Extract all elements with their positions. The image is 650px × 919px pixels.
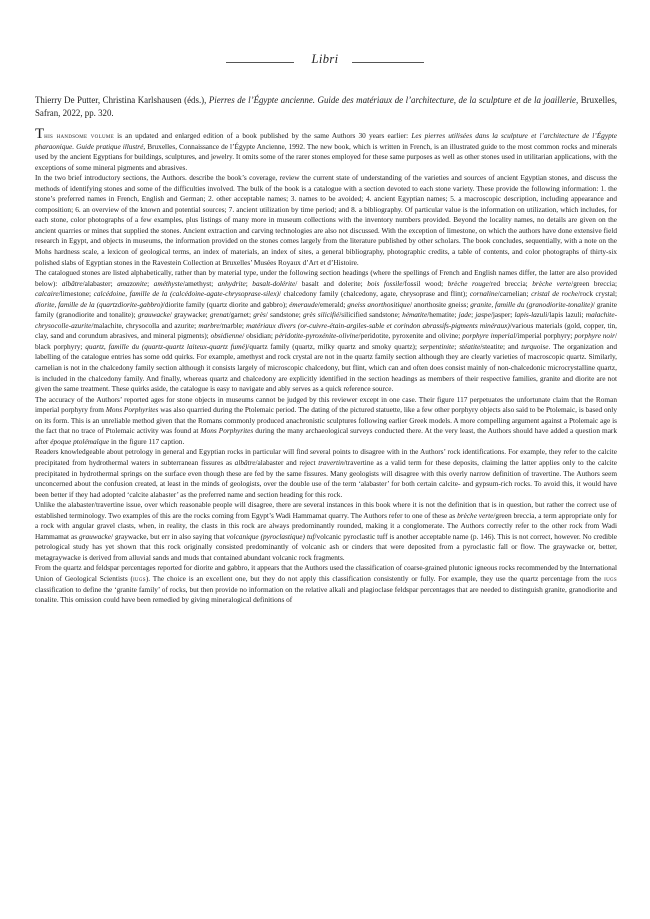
text: /lapis lazuli; <box>547 310 586 320</box>
drop-cap: T <box>35 126 45 142</box>
italic-text: travertin <box>318 457 344 467</box>
text: was also quarried during the Ptolemaic period. The dating of the pictured statuette, like a few other porphyry objects also said to be Ptolemaic, is based only on its form. This is an unreliable method given that the Romans commonly produced anachronistic sculptures following earlier Greek models. A more compelling argument against a Ptolemaic age is the fact that no trace of Ptolemaic activity was found at <box>35 405 617 436</box>
italic-text: grenat <box>209 310 229 320</box>
italic-text: porphyre noir <box>574 331 615 341</box>
text: ; <box>147 278 154 288</box>
italic-text: basalt-dolérite <box>252 278 296 288</box>
italic-text: malachite-chrysocolle-azurite <box>35 310 618 330</box>
header-rule-right <box>352 62 424 63</box>
citation-title: Pierres de l’Égypte ancienne. Guide des matériaux de l’architecture, de la sculpture et de la joaillerie, <box>208 95 579 105</box>
text: / basalt and dolerite; <box>295 278 368 288</box>
italic-text: serpentinite <box>419 341 455 351</box>
text: is an updated and enlarged edition of a book published by the same Authors 30 years earlier: <box>113 131 412 140</box>
text: /diorite family (quartz diorite and gabbro); <box>162 299 290 309</box>
text: /marble; <box>219 320 247 330</box>
book-citation <box>35 94 617 121</box>
text: ; <box>454 341 460 351</box>
paragraph-6 <box>35 500 617 563</box>
text: / chalcedony family (chalcedony, agate, chrysoprase and flint); <box>279 289 470 299</box>
text: The accuracy of the Authors’ reported ages for stone objects in museums cannot be judged by this reviewer except in one case. Their figure 117 perpetuates the unfortunate claim that the Roman imperial porphyry from <box>35 394 617 415</box>
italic-text: gneiss anorthositique <box>347 299 410 309</box>
text: /hematite; <box>427 310 459 320</box>
text: /green breccia, a term appropriate only for a rock with angular gravel clasts, when, in reality, the clasts in this rock are always predominantly rounded, making it a conglomerate. The Authors correctly refer to the other rock from Wadi Hammamat as <box>35 510 617 541</box>
text: / graywacke; <box>169 310 210 320</box>
italic-text: Mons Porphyrites <box>200 426 254 436</box>
text: ; <box>245 278 253 288</box>
italic-text: volcanique (pyroclastique) tuf <box>226 531 315 541</box>
italic-text: grès <box>253 310 266 320</box>
text: , Bruxelles, Connaissance de l’Égypte Ancienne, 1992. The new book, which is written in French, is an illustrated guide to the most common rocks and minerals used by the ancient Egyptians for buildings, sculptures, and jewelry. It omits some of the rarer stones employed for these same purposes as well as other stones used in utilitarian applications, with the exceptions of some mineral pigments and abrasives. <box>35 141 618 172</box>
text: From the quartz and feldspar percentages reported for diorite and gabbro, it appears that the Authors used the classification of coarse-grained plutonic igneous rocks recommended by the International Union of Geological Scientists ( <box>35 563 617 583</box>
italic-text: albâtre <box>61 278 83 288</box>
text: Unlike the alabaster/travertine issue, over which reasonable people will disagree, there are several instances in this book where it is not the definition that is in question, but rather the correct use of established terminology. Two examples of this are the rocks coming from Egypt’s Wadi Hammamat quarry. The Authors refer to one of these as <box>35 500 617 520</box>
italic-text: calcédoine, famille de la (calcédoine-agate-chrysoprase-silex) <box>93 289 279 299</box>
text: /jasper; <box>490 310 515 320</box>
italic-text: grauwacke <box>78 531 111 541</box>
lead-in: his handsome volume <box>44 131 114 140</box>
paragraph-5 <box>35 447 617 500</box>
text: classification to define the ‘granite family’ of rocks, but then provide no information on the relative alkali and plagioclase feldspar percentages that are needed to distinguish granite, granodiorite and tonalite. This omission could have been remedied by giving mineralogical definitions of <box>35 584 617 605</box>
text: /imperial porphyry; <box>515 331 575 341</box>
italic-text: émeraude <box>289 299 318 309</box>
section-title: Libri <box>311 52 339 66</box>
italic-text: turquoise <box>521 341 549 351</box>
text: /carnelian; <box>497 289 532 299</box>
italic-text: bois fossile <box>367 278 403 288</box>
citation-authors: Thierry De Putter, Christina Karlshausen (éds.), <box>35 95 207 105</box>
italic-text: lapis-lazuli <box>514 310 548 320</box>
page-header <box>0 52 650 72</box>
text: / granite family (granodiorite and tonalite); <box>35 299 617 320</box>
text: / black porphyry; <box>35 331 617 351</box>
italic-text: calcaire <box>35 289 59 299</box>
italic-text: brèche verte <box>457 510 494 520</box>
text: /garnet; <box>228 310 254 320</box>
italic-text: amazonite <box>117 278 148 288</box>
text: /fossil wood; <box>402 278 448 288</box>
italic-text: albâtre <box>234 457 256 467</box>
text: ; <box>471 310 476 320</box>
text: / obsidian; <box>242 331 275 341</box>
italic-text: brèche rouge <box>447 278 489 288</box>
italic-text: Les pierres utilisées dans la sculpture et l’architecture de l’Égypte pharaonique. Guide pratique illustré <box>35 131 617 151</box>
italic-text: jade <box>458 310 472 320</box>
text: / graywacke, but err in also saying that <box>111 531 227 541</box>
text: /emerald; <box>317 299 348 309</box>
italic-text: grès silicifié <box>303 310 340 320</box>
text: / sandstone; <box>265 310 304 320</box>
acronym: iugs <box>604 573 617 583</box>
text: /red breccia; <box>488 278 533 288</box>
paragraph-4 <box>35 395 617 448</box>
text: /steatite; and <box>480 341 522 351</box>
text: The catalogued stones are listed alphabetically, rather than by material type, under the following section headings (where the spellings of French and English names differ, the latter are also provided below): <box>35 268 617 288</box>
italic-text: anhydrite <box>217 278 246 288</box>
text: /various materials (gold, copper, tin, clay, sand and corundum abrasives, and mineral pigments); <box>35 320 618 341</box>
italic-text: époque ptolémaïque <box>50 436 110 446</box>
text: /rock crystal; <box>578 289 617 299</box>
paragraph-1 <box>35 126 618 173</box>
text: Readers knowledgeable about petrology in general and Egyptian rocks in particular will find several points to disagree with in the Authors’ rock identifications. For example, they refer to the calcite precipitated from hydrothermal waters in subterranean fissures as <box>35 447 617 467</box>
italic-text: Mons Porphyrites <box>105 405 159 415</box>
text: . The organization and labelling of the catalogue entries has some odd quirks. For example, amethyst and rock crystal are not in the quartz family section although they are clearly varieties of macroscopic quartz. Similarly, carnelian is not in the chalcedony family section although it consists largely of microscopic chalcedony, but flint, which can and often does consist mainly of non-chalcedonic microcrystalline quartz, is included in the chalcedony family. And finally, whereas quartz and chalcedony are explicitly identified in the section headings as members of their respective families, granite and diorite are not given the same treatment. These quirks aside, the catalogue is easy to navigate and ably serves as a quick reference source. <box>35 341 617 394</box>
italic-text: granite, famille du (granodiorite-tonalite) <box>470 299 593 309</box>
italic-text: diorite, famille de la (quartzdiorite-gabbro) <box>35 299 163 309</box>
italic-text: hématite <box>402 310 428 320</box>
acronym: iugs <box>132 573 146 583</box>
text: /alabaster and reject <box>255 457 319 467</box>
text: /volcanic pyroclastic tuff is another acceptable name (p. 146). This is not correct, however. No credible petrological study has yet shown that this rock originally consisted predominantly of volcanic ash or cinders that were deposited from a pyroclastic fall or flow. The graywacke or, better, metagraywacke is derived from alluvial sands and muds that contained abundant volcanic rock fragments. <box>35 531 617 562</box>
italic-text: stéatite <box>459 341 481 351</box>
paragraph-7 <box>35 563 617 605</box>
text: during the many archaeological surveys conducted there. At the very least, the Authors should have added a question mark after <box>35 426 618 446</box>
text: ). The choice is an excellent one, but they do not apply this classification consistently or fully. For example, they use the quartz percentage from the <box>145 573 605 583</box>
text: /alabaster; <box>82 278 118 288</box>
italic-text: brèche verte <box>532 278 572 288</box>
text: /green breccia; <box>571 278 618 288</box>
text: /limestone; <box>58 289 94 299</box>
citation-publication: Bruxelles, Safran, 2022, pp. 320. <box>35 95 617 119</box>
italic-text: obsidienne <box>210 331 243 341</box>
italic-text: matériaux divers (or-cuivre-étain-argiles-sable et corindon abrassifs-pigments minéraux) <box>246 320 510 330</box>
review-body <box>35 126 618 606</box>
text: / anorthosite gneiss; <box>409 299 471 309</box>
italic-text: porphyre imperial <box>462 331 516 341</box>
text: /quartz family (quartz, milky quartz and smoky quartz); <box>247 341 420 351</box>
italic-text: jaspe <box>475 310 491 320</box>
text: /travertine as a valid term for these deposits, claiming the latter applies only to the calcite precipitated in hydrothermal springs on the surface even though these are fed by the same fissures. Many geologists will disagree with this overly narrow definition of travertine. The Authors seem unconcerned about the confusion created, at least in the minds of geologists, over the double use of the term ‘alabaster’ for both certain calcite- and gypsum-rich rocks. To avoid this, it would have been better if they had adopted ‘calcite alabaster’ as the preferred name and section heading for this rock. <box>35 457 617 499</box>
text: /peridotite, pyroxenite and olivine; <box>358 331 463 341</box>
italic-text: péridotite-pyroxénite-olivine <box>274 331 359 341</box>
italic-text: quartz, famille du (quartz-quartz laiteux-quartz fumé) <box>85 341 248 351</box>
italic-text: grauwacke <box>137 310 170 320</box>
italic-text: améthyste <box>153 278 183 288</box>
text: in the figure 117 caption. <box>109 436 185 446</box>
text: /amethyst; <box>182 278 218 288</box>
paragraph-3 <box>35 268 617 395</box>
italic-text: marbre <box>198 320 220 330</box>
paragraph-2 <box>35 173 617 268</box>
italic-text: cristal de roche <box>531 289 578 299</box>
text: /malachite, chrysocolla and azurite; <box>91 320 199 330</box>
italic-text: cornaline <box>469 289 498 299</box>
text: In the two brief introductory sections, the Authors. describe the book’s coverage, review the current state of understanding of the varieties and sources of ancient Egyptian stones, and discuss the methods of identifying stones and some of the difficulties involved. The bulk of the book is a catalogue with a section devoted to each stone variety. These provide the following information: 1. the stone’s preferred names in French, English and German; 2. other acceptable names; 3. names to be avoided; 4. ancient Egyptian names; 5. a macroscopic description, including appearance and composition; 6. an overview of the known and potential sources; 7. ancient utilization by time period; and 8. a bibliography. Of particular value is the information on utilization, which includes, for each stone, color photographs of a few examples, plus listings of many more in museum collections with the inventory numbers provided. Beyond the locality names, no details are given on the ancient quarries or mines that supplied the stones. Ancient extraction and carving technologies are also not discussed. With the exception of limestone, on which the authors have done extensive field research in Egypt, and objects in museums, the information provided on the stones comes largely from the literature published by other scholars. The book concludes, sequentially, with a note on the Mohs hardness scale, a lexicon of geological terms, an index of materials, an index of sites, a general bibliography, photographic credits, a table of contents, and color photographs of thirty-six polished slabs of Egyptian stones in the Ravestein Collection at Bruxelles’ Musées Royaux d’Art et d’Histoire. <box>35 173 617 267</box>
text: /silicified sandstone; <box>339 310 403 320</box>
